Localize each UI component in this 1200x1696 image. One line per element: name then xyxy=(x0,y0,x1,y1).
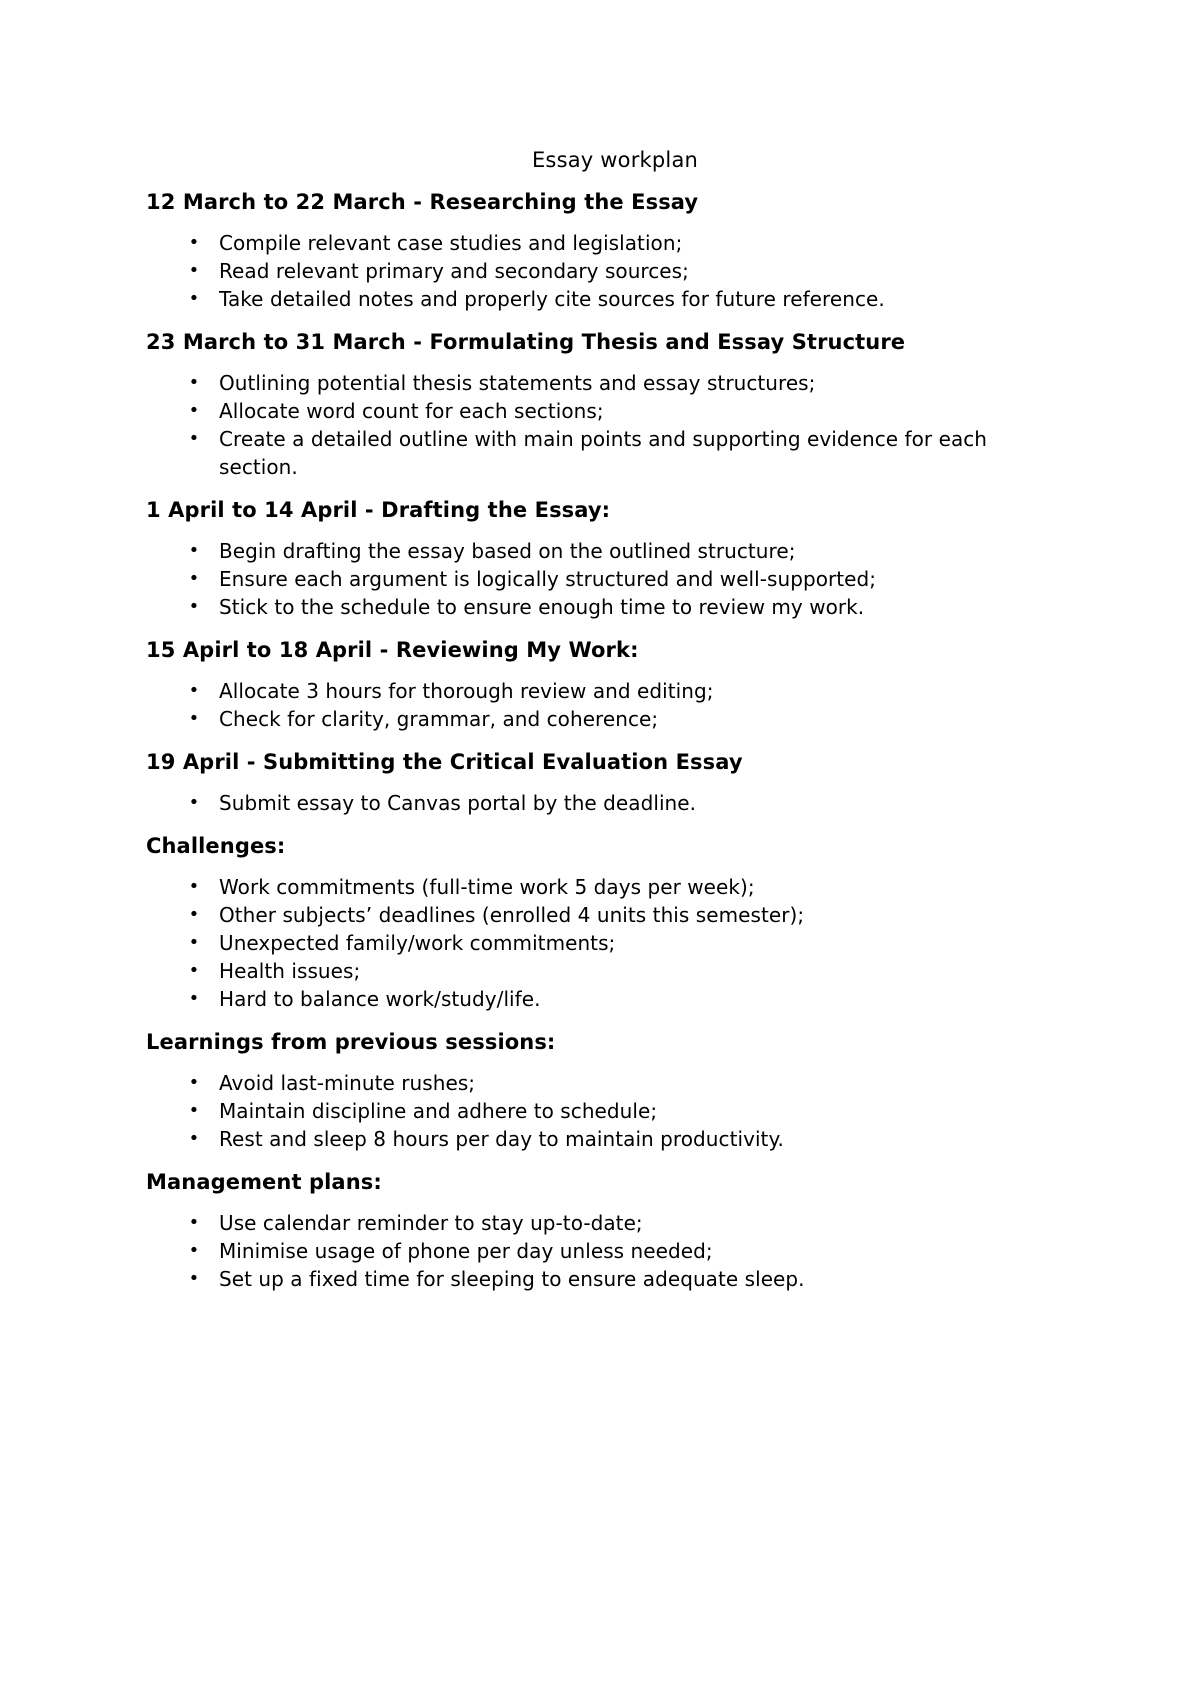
list-item xyxy=(146,1265,1070,1293)
list-item-text: Submit essay to Canvas portal by the deadline. xyxy=(219,791,697,815)
list-item-text: Unexpected family/work commitments; xyxy=(219,931,616,955)
list-item xyxy=(146,1209,1070,1237)
section-heading: 23 March to 31 March - Formulating Thesis and Essay Structure xyxy=(146,330,906,354)
bullet-icon: • xyxy=(188,232,200,253)
bullet-list xyxy=(146,229,1070,313)
list-item-text: Create a detailed outline with main points and supporting evidence for each section. xyxy=(219,427,988,479)
list-item-text: Health issues; xyxy=(219,959,361,983)
bullet-list xyxy=(146,369,1070,481)
list-item-text: Begin drafting the essay based on the outlined structure; xyxy=(219,539,796,563)
list-item-text: Compile relevant case studies and legislation; xyxy=(219,231,683,255)
section-heading: Management plans: xyxy=(146,1170,382,1194)
list-item xyxy=(146,425,1070,481)
bullet-icon: • xyxy=(188,1240,200,1261)
section-submitting xyxy=(146,747,1070,817)
list-item xyxy=(146,537,1070,565)
list-item xyxy=(146,369,1070,397)
bullet-icon: • xyxy=(188,932,200,953)
bullet-list xyxy=(146,1209,1070,1293)
list-item-text: Set up a fixed time for sleeping to ensure adequate sleep. xyxy=(219,1267,805,1291)
list-item-text: Hard to balance work/study/life. xyxy=(219,987,541,1011)
list-item xyxy=(146,1237,1070,1265)
list-item xyxy=(146,929,1070,957)
bullet-icon: • xyxy=(188,400,200,421)
list-item-text: Outlining potential thesis statements and essay structures; xyxy=(219,371,816,395)
section-reviewing xyxy=(146,635,1070,733)
section-heading: 1 April to 14 April - Drafting the Essay: xyxy=(146,498,611,522)
section-formulating xyxy=(146,327,1070,481)
list-item-text: Minimise usage of phone per day unless needed; xyxy=(219,1239,713,1263)
list-item xyxy=(146,257,1070,285)
bullet-icon: • xyxy=(188,1212,200,1233)
section-learnings xyxy=(146,1027,1070,1153)
list-item-text: Allocate word count for each sections; xyxy=(219,399,604,423)
list-item xyxy=(146,1069,1070,1097)
list-item-text: Read relevant primary and secondary sources; xyxy=(219,259,689,283)
list-item xyxy=(146,873,1070,901)
list-item xyxy=(146,957,1070,985)
bullet-icon: • xyxy=(188,988,200,1009)
bullet-icon: • xyxy=(188,960,200,981)
bullet-icon: • xyxy=(188,792,200,813)
list-item-text: Work commitments (full-time work 5 days per week); xyxy=(219,875,755,899)
list-item xyxy=(146,285,1070,313)
list-item xyxy=(146,901,1070,929)
bullet-icon: • xyxy=(188,260,200,281)
list-item xyxy=(146,229,1070,257)
list-item-text: Stick to the schedule to ensure enough time to review my work. xyxy=(219,595,865,619)
section-heading: Challenges: xyxy=(146,834,286,858)
list-item-text: Use calendar reminder to stay up-to-date; xyxy=(219,1211,643,1235)
bullet-icon: • xyxy=(188,1072,200,1093)
bullet-icon: • xyxy=(188,1100,200,1121)
bullet-icon: • xyxy=(188,708,200,729)
section-heading: 19 April - Submitting the Critical Evaluation Essay xyxy=(146,750,743,774)
list-item xyxy=(146,985,1070,1013)
bullet-icon: • xyxy=(188,568,200,589)
bullet-icon: • xyxy=(188,428,200,449)
list-item xyxy=(146,677,1070,705)
section-heading: 15 Apirl to 18 April - Reviewing My Work: xyxy=(146,638,639,662)
bullet-list xyxy=(146,677,1070,733)
bullet-list xyxy=(146,873,1070,1013)
list-item-text: Ensure each argument is logically structured and well-supported; xyxy=(219,567,877,591)
list-item xyxy=(146,397,1070,425)
bullet-icon: • xyxy=(188,1128,200,1149)
list-item xyxy=(146,1125,1070,1153)
bullet-icon: • xyxy=(188,288,200,309)
section-drafting xyxy=(146,495,1070,621)
list-item xyxy=(146,1097,1070,1125)
bullet-icon: • xyxy=(188,1268,200,1289)
bullet-icon: • xyxy=(188,680,200,701)
list-item-text: Take detailed notes and properly cite sources for future reference. xyxy=(219,287,885,311)
list-item xyxy=(146,593,1070,621)
list-item-text: Rest and sleep 8 hours per day to maintain productivity. xyxy=(219,1127,784,1151)
list-item-text: Allocate 3 hours for thorough review and editing; xyxy=(219,679,714,703)
list-item xyxy=(146,705,1070,733)
bullet-icon: • xyxy=(188,904,200,925)
list-item-text: Maintain discipline and adhere to schedule; xyxy=(219,1099,658,1123)
list-item-text: Other subjects’ deadlines (enrolled 4 units this semester); xyxy=(219,903,805,927)
bullet-icon: • xyxy=(188,540,200,561)
bullet-icon: • xyxy=(188,596,200,617)
list-item xyxy=(146,565,1070,593)
bullet-icon: • xyxy=(188,876,200,897)
section-heading: 12 March to 22 March - Researching the Essay xyxy=(146,190,699,214)
list-item xyxy=(146,789,1070,817)
bullet-list xyxy=(146,1069,1070,1153)
bullet-icon: • xyxy=(188,372,200,393)
section-heading: Learnings from previous sessions: xyxy=(146,1030,556,1054)
list-item-text: Avoid last-minute rushes; xyxy=(219,1071,476,1095)
section-researching xyxy=(146,187,1070,313)
document-title: Essay workplan xyxy=(531,148,699,172)
section-management-plans xyxy=(146,1167,1070,1293)
list-item-text: Check for clarity, grammar, and coherence; xyxy=(219,707,659,731)
section-challenges xyxy=(146,831,1070,1013)
bullet-list xyxy=(146,537,1070,621)
bullet-list xyxy=(146,789,1070,817)
